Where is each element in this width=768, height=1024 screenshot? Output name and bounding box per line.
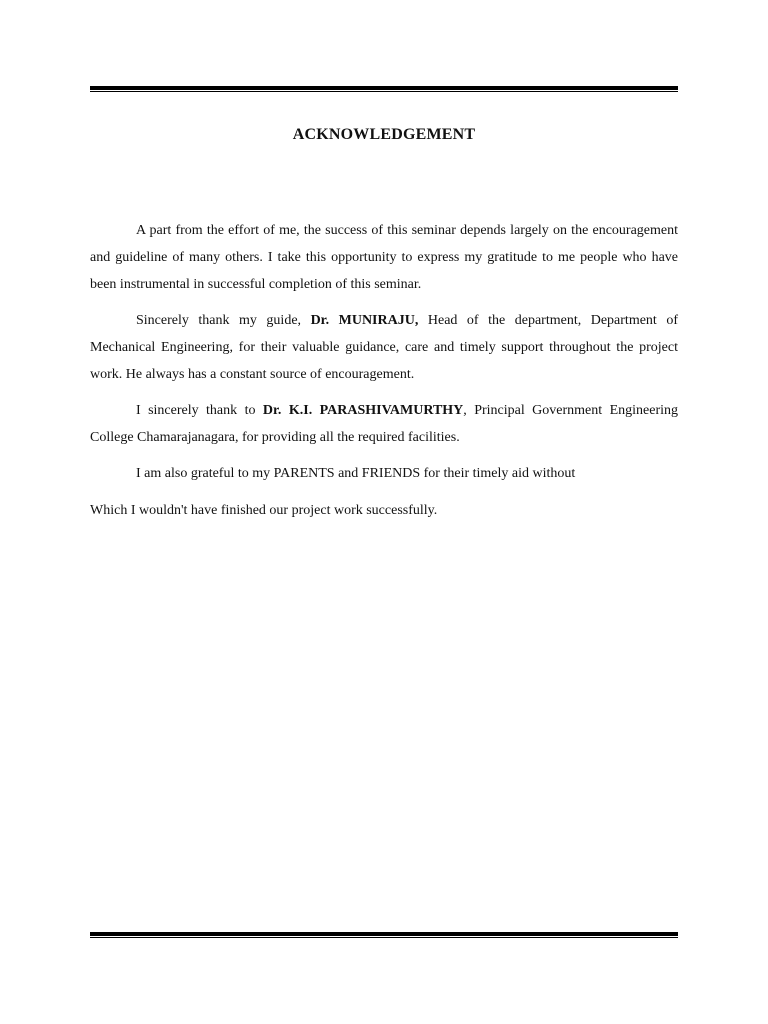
- paragraph-principal-text-end: , Principal Government Engineering College Chamarajanagara, for providing all the required facilities.: [90, 403, 678, 445]
- paragraph-closing: Which I wouldn't have finished our project work successfully.: [90, 503, 438, 518]
- paragraph-guide-thanks: [90, 307, 678, 388]
- paragraph-guide-text-start: Sincerely thank my guide,: [136, 313, 311, 328]
- bottom-border-thick-line: [90, 932, 678, 936]
- paragraph-guide-text-end: Head of the department, Department of Mechanical Engineering, for their valuable guidance, care and timely support throughout the project work. He always has a constant source of encouragement.: [90, 313, 678, 382]
- paragraph-principal-text-start: I sincerely thank to: [136, 403, 263, 418]
- top-border-thick-line: [90, 86, 678, 90]
- paragraph-family-thanks: I am also grateful to my PARENTS and FRIENDS for their timely aid without: [136, 466, 576, 481]
- top-border-rule: [90, 86, 678, 92]
- paragraph-intro: A part from the effort of me, the success of this seminar depends largely on the encouragement and guideline of many others. I take this opportunity to express my gratitude to me people who have been instrumental in successful completion of this seminar.: [90, 223, 678, 292]
- page-title: ACKNOWLEDGEMENT: [292, 126, 476, 143]
- paragraph-principal-thanks: [90, 397, 678, 451]
- bottom-border-rule: [90, 932, 678, 938]
- guide-name: Dr. MUNIRAJU,: [310, 313, 419, 328]
- document-body: [90, 217, 678, 533]
- bottom-border-thin-line: [90, 937, 678, 938]
- top-border-thin-line: [90, 91, 678, 92]
- principal-name: Dr. K.I. PARASHIVAMURTHY: [262, 403, 464, 418]
